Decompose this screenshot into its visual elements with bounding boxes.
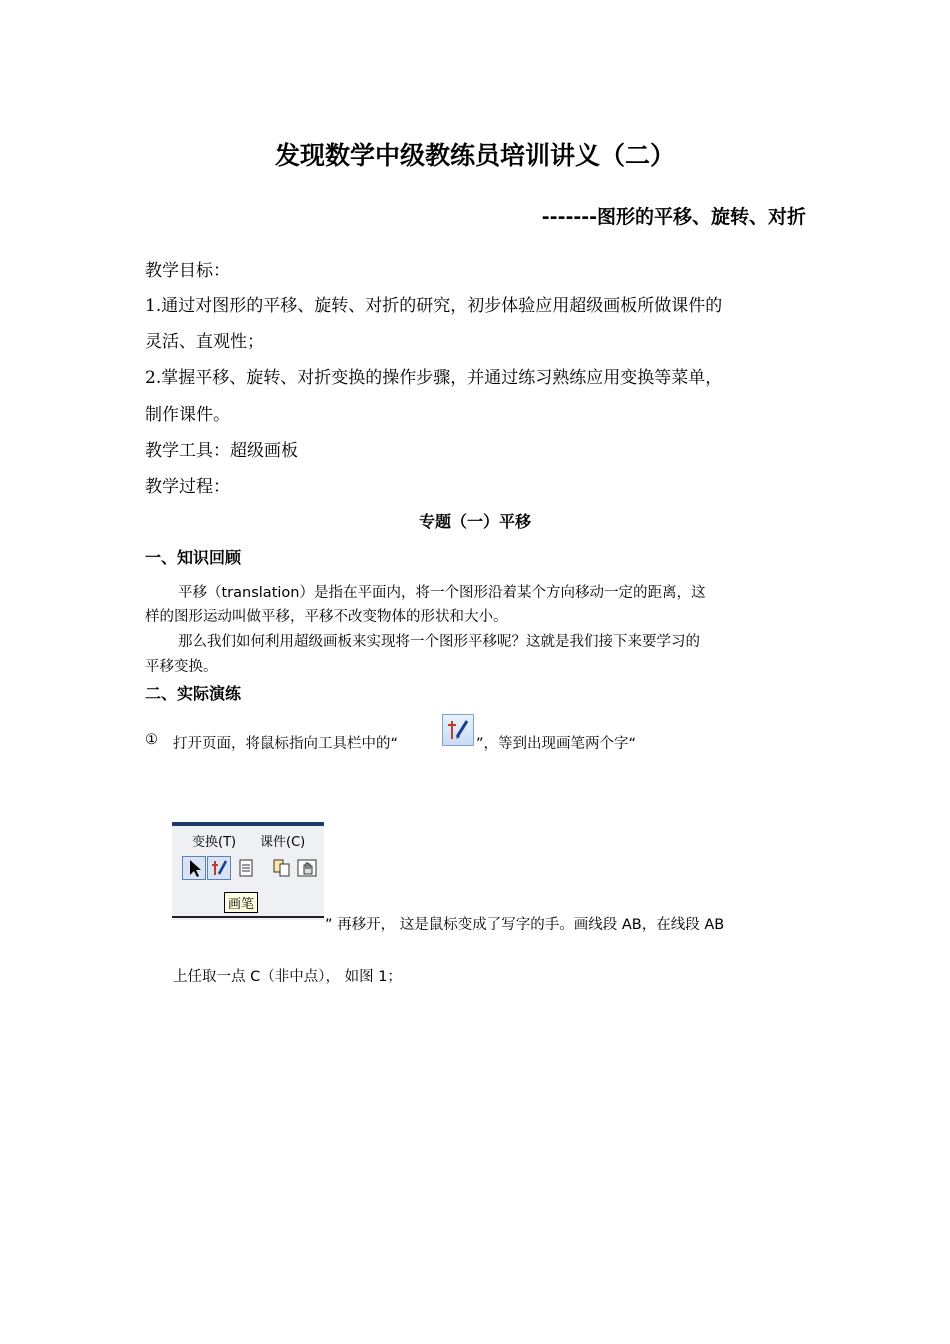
document-subtitle: -------图形的平移、旋转、对折 xyxy=(541,206,806,228)
step-marker: ① xyxy=(145,732,158,748)
section2-heading: 二、实际演练 xyxy=(145,684,242,703)
goals-label: 教学目标： xyxy=(145,261,230,281)
topic-heading: 专题（一）平移 xyxy=(418,512,531,531)
step1-after: ”，等到出现画笔两个字“ xyxy=(476,736,637,752)
document-title: 发现数学中级教练员培训讲义（二） xyxy=(274,141,675,170)
tools-line: 教学工具：超级画板 xyxy=(145,441,298,461)
goal2-line1: 2.掌握平移、旋转、对折变换的操作步骤，并通过练习熟练应用变换等菜单， xyxy=(145,368,723,388)
goal1-line2: 灵活、直观性； xyxy=(145,332,264,352)
step1-before: 打开页面，将鼠标指向工具栏中的“ xyxy=(173,736,399,752)
pen-tooltip: 画笔 xyxy=(224,892,258,913)
pen-tool-icon xyxy=(442,714,474,746)
page-icon xyxy=(234,856,258,880)
toolbar-screenshot xyxy=(172,822,324,920)
para1-line1: 平移（translation）是指在平面内，将一个图形沿着某个方向移动一定的距离，这 xyxy=(178,585,706,601)
para1-line2: 样的图形运动叫做平移，平移不改变物体的形状和大小。 xyxy=(145,609,508,625)
toolbar-menu xyxy=(172,828,324,850)
copy-icon xyxy=(270,856,294,880)
arrow-icon xyxy=(182,856,206,880)
toolbar-top-border xyxy=(172,822,324,826)
step1-continuation: ” 再移开， 这是鼠标变成了写字的手。画线段 AB，在线段 AB xyxy=(325,917,725,933)
hand-icon xyxy=(295,856,319,880)
menu-courseware: 课件(C) xyxy=(260,835,306,850)
para2-line2: 平移变换。 xyxy=(145,659,218,675)
menu-transform: 变换(T) xyxy=(192,835,237,850)
toolbar-buttons xyxy=(172,854,324,882)
section1-heading: 一、知识回顾 xyxy=(145,548,242,567)
toolbar-bottom-line xyxy=(172,916,324,918)
para2-line1: 那么我们如何利用超级画板来实现将一个图形平移呢？这就是我们接下来要学习的 xyxy=(178,634,700,650)
goal2-line2: 制作课件。 xyxy=(145,405,230,425)
pen-icon xyxy=(207,856,231,880)
step1-last-line: 上任取一点 C（非中点）， 如图 1； xyxy=(173,969,402,985)
goal1-line1: 1.通过对图形的平移、旋转、对折的研究，初步体验应用超级画板所做课件的 xyxy=(145,296,723,316)
process-label: 教学过程： xyxy=(145,477,230,497)
